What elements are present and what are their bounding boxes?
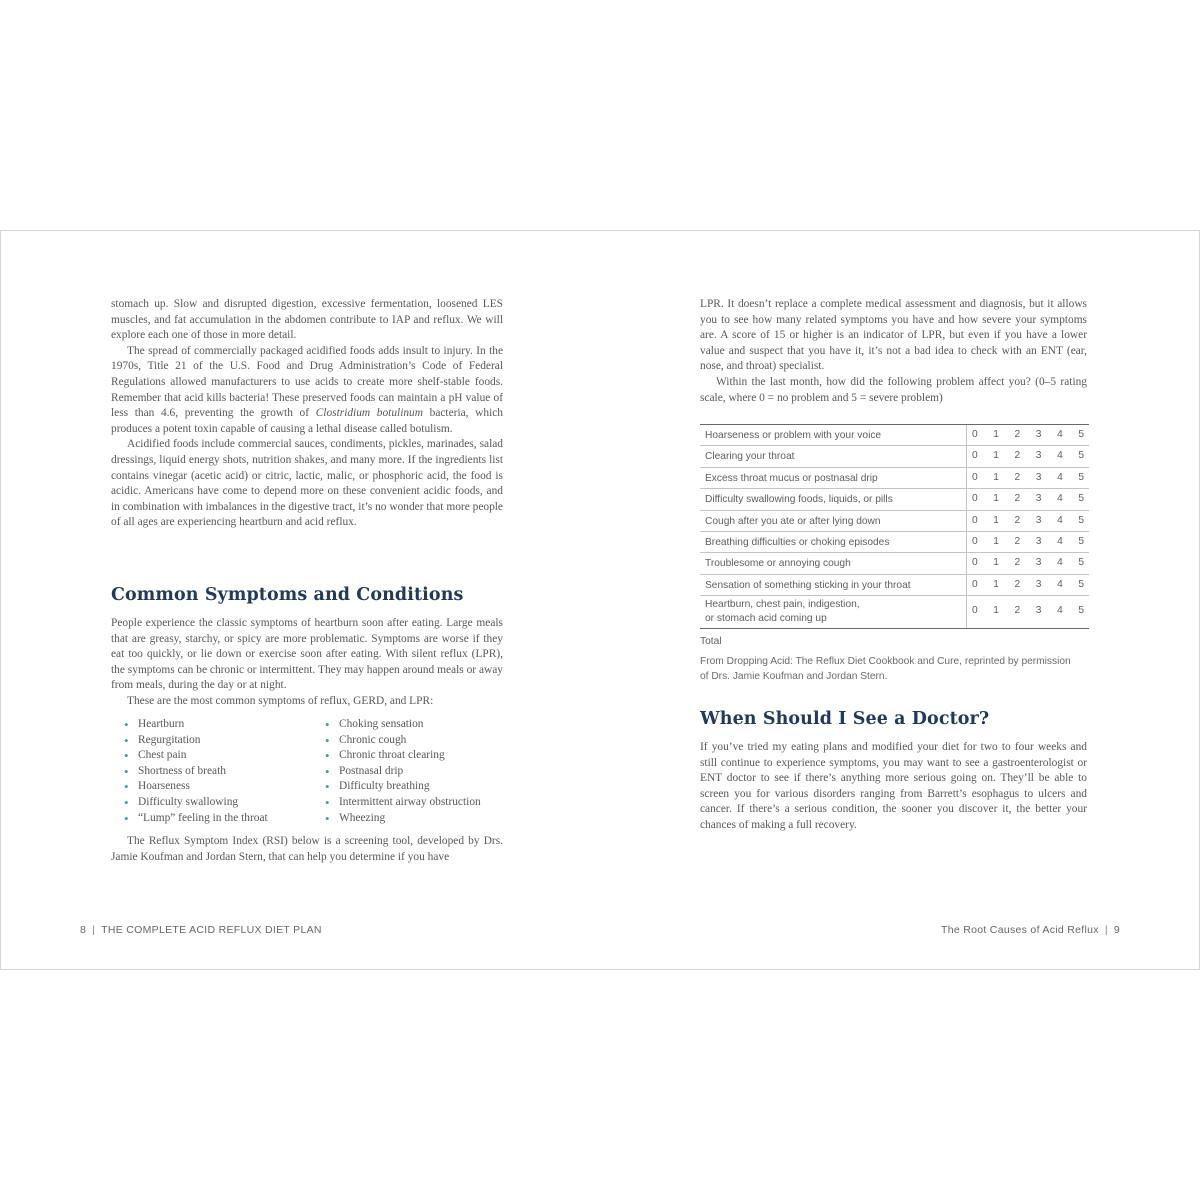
rating-value: 0 <box>972 557 978 569</box>
right-para-3: If you’ve tried my eating plans and modified your diet for two to four weeks and still continue to experience symptoms, you may want to see a gastroenterologist or ENT doctor to see if there’s anything more serious going on. They’ll be able to screen you for various disorders ranging from Barrett’s esophagus to ulcers and cancer. If there’s a serious condition, the sooner you discover it, the better your chances of making a full recovery. <box>700 741 1087 831</box>
rating-value: 4 <box>1057 578 1063 590</box>
rating-value: 1 <box>993 557 999 569</box>
table-row <box>700 532 1089 553</box>
rating-value: 1 <box>993 535 999 547</box>
rating-value: 3 <box>1035 471 1042 483</box>
rating-value: 4 <box>1057 450 1063 462</box>
left-para-2-a: The spread of commercially packaged acidified foods adds insult to injury. In the 1970s, Title 21 of the U.S. Food and Drug Administration’s Code of Federal Regulations allowed manufacturers to use acids to create more shelf-stable foods. Remember that acid kills bacteria! These preserved foods can maintain a pH value of less than 4.6, preventing the growth of <box>111 344 503 420</box>
rating-value: 4 <box>1057 514 1063 526</box>
right-heading: When Should I See a Doctor? <box>700 709 990 729</box>
footer-separator: | <box>1104 924 1108 936</box>
rating-scale <box>968 515 1088 526</box>
rating-value: 2 <box>1014 514 1021 526</box>
rsi-item-label: Excess throat mucus or postnasal drip <box>705 472 878 484</box>
rating-scale <box>968 605 1088 616</box>
rating-scale <box>968 493 1088 504</box>
left-footer <box>80 924 322 936</box>
rating-scale <box>968 472 1088 483</box>
right-running-head: The Root Causes of Acid Reflux <box>941 924 1099 936</box>
rating-value: 1 <box>993 471 999 483</box>
table-row <box>700 511 1089 532</box>
rating-value: 2 <box>1014 578 1021 590</box>
table-row <box>700 425 1089 446</box>
rating-value: 0 <box>972 578 978 590</box>
rating-value: 1 <box>993 493 999 505</box>
table-divider <box>966 425 967 445</box>
left-para-6: The Reflux Symptom Index (RSI) below is a screening tool, developed by Drs. Jamie Koufman and Jordan Stern, that can help you determine if you have <box>111 835 503 863</box>
rsi-item-label: Troublesome or annoying cough <box>705 558 851 570</box>
left-para-2-b: bacteria, which produces a potent toxin capable of causing a lethal disease called botulism. <box>111 407 504 435</box>
left-heading: Common Symptoms and Conditions <box>111 585 464 605</box>
rating-value: 3 <box>1035 578 1042 590</box>
rating-value: 1 <box>993 429 999 440</box>
rsi-item-label: Cough after you ate or after lying down <box>705 515 881 527</box>
symptom-item: • Shortness of breath <box>124 764 268 780</box>
left-body-mid <box>111 616 503 710</box>
table-divider <box>966 575 967 595</box>
rating-value: 5 <box>1078 557 1084 569</box>
rating-value: 0 <box>972 605 978 617</box>
symptom-item: • Difficulty breathing <box>325 779 481 795</box>
table-row <box>700 596 1089 629</box>
rating-value: 1 <box>993 450 999 462</box>
rating-value: 0 <box>972 535 978 547</box>
symptom-item: • Difficulty swallowing <box>124 795 268 811</box>
rating-value: 0 <box>972 471 978 483</box>
book-spread <box>0 230 1200 970</box>
rsi-table <box>700 424 1089 629</box>
rating-value: 0 <box>972 514 978 526</box>
left-para-1: stomach up. Slow and disrupted digestion, excessive fermentation, loosened LES muscles, and fat accumulation in the abdomen contribute to IAP and reflux. We will explore each one of those in more detail. <box>111 298 503 342</box>
rating-value: 3 <box>1035 429 1042 440</box>
rating-value: 5 <box>1078 493 1084 505</box>
rsi-item-label <box>705 598 945 626</box>
rating-value: 4 <box>1057 471 1063 483</box>
table-divider <box>966 532 967 552</box>
rsi-total-label: Total <box>700 636 722 647</box>
rating-value: 4 <box>1057 493 1063 505</box>
left-para-4: People experience the classic symptoms of heartburn soon after eating. Large meals that are greasy, starchy, or spicy are more problematic. Symptoms are worse if they eat too quickly, or lie down or exercise soon after eating. With silent reflux (LPR), the symptoms can be chronic or intermittent. They may happen around meals or away from meals, during the day or at night. <box>111 617 503 692</box>
rsi-item-label: Difficulty swallowing foods, liquids, or pills <box>705 494 893 506</box>
symptom-item: • Choking sensation <box>325 717 481 733</box>
right-body-top <box>700 297 1087 406</box>
table-divider <box>966 446 967 466</box>
rating-value: 5 <box>1078 605 1084 617</box>
table-divider <box>966 596 967 628</box>
rating-scale <box>968 429 1088 440</box>
table-divider <box>966 489 967 509</box>
symptom-item: • “Lump” feeling in the throat <box>124 811 268 827</box>
rating-value: 4 <box>1057 605 1063 617</box>
rating-value: 2 <box>1014 450 1021 462</box>
rsi-item-label: Hoarseness or problem with your voice <box>705 430 882 441</box>
left-para-2-italic: Clostridium botulinum <box>315 407 423 420</box>
left-para-2 <box>111 344 503 438</box>
left-body-bottom <box>111 834 503 865</box>
left-running-head: THE COMPLETE ACID REFLUX DIET PLAN <box>101 924 322 936</box>
rating-value: 1 <box>993 605 999 617</box>
symptom-list-right <box>325 717 481 826</box>
table-row <box>700 553 1089 574</box>
symptom-item: • Wheezing <box>325 811 481 827</box>
table-divider <box>966 511 967 531</box>
rating-scale <box>968 579 1088 590</box>
symptom-item: • Chronic cough <box>325 733 481 749</box>
rating-value: 2 <box>1014 557 1021 569</box>
rating-value: 3 <box>1035 450 1042 462</box>
rating-value: 2 <box>1014 471 1021 483</box>
rating-scale <box>968 536 1088 547</box>
rating-value: 3 <box>1035 514 1042 526</box>
symptom-item: • Heartburn <box>124 717 268 733</box>
rating-value: 5 <box>1078 450 1084 462</box>
rating-scale <box>968 557 1088 568</box>
left-para-5: These are the most common symptoms of reflux, GERD, and LPR: <box>127 694 434 707</box>
rsi-item-label-line: or stomach acid coming up <box>705 613 827 625</box>
right-para-2: Within the last month, how did the following problem affect you? (0–5 rating scale, where 0 = no problem and 5 = severe problem) <box>700 375 1087 404</box>
rating-value: 1 <box>993 514 999 526</box>
rsi-item-label-line: Heartburn, chest pain, indigestion, <box>705 599 860 611</box>
rating-value: 0 <box>972 493 978 505</box>
symptom-item: • Regurgitation <box>124 733 268 749</box>
rating-value: 2 <box>1014 429 1021 440</box>
rating-value: 5 <box>1078 471 1084 483</box>
rating-value: 4 <box>1057 557 1063 569</box>
rsi-source-note: From Dropping Acid: The Reflux Diet Cookbook and Cure, reprinted by permission of Drs. Jamie Koufman and Jordan Stern. <box>700 656 1071 682</box>
table-row <box>700 468 1089 489</box>
table-divider <box>966 553 967 573</box>
symptom-list-left <box>124 717 268 826</box>
rsi-item-label: Sensation of something sticking in your throat <box>705 579 911 591</box>
symptom-item: • Chest pain <box>124 748 268 764</box>
symptom-item: • Hoarseness <box>124 779 268 795</box>
footer-separator: | <box>92 924 96 936</box>
rating-scale <box>968 450 1088 461</box>
rating-value: 4 <box>1057 535 1063 547</box>
rating-value: 0 <box>972 429 978 440</box>
rating-value: 5 <box>1078 578 1084 590</box>
right-page <box>600 231 1199 969</box>
left-body-top <box>111 297 503 531</box>
rating-value: 2 <box>1014 493 1021 505</box>
symptom-item: • Postnasal drip <box>325 764 481 780</box>
table-divider <box>966 468 967 488</box>
symptom-item: • Chronic throat clearing <box>325 748 481 764</box>
rsi-item-label: Clearing your throat <box>705 451 795 463</box>
rating-value: 5 <box>1078 514 1084 526</box>
rating-value: 5 <box>1078 535 1084 547</box>
rating-value: 3 <box>1035 557 1042 569</box>
left-page-number: 8 <box>80 924 87 936</box>
rating-value: 4 <box>1057 429 1063 440</box>
rating-value: 2 <box>1014 535 1021 547</box>
rating-value: 3 <box>1035 605 1042 617</box>
table-row <box>700 446 1089 467</box>
rating-value: 0 <box>972 450 978 462</box>
rating-value: 2 <box>1014 605 1021 617</box>
right-footer <box>941 924 1120 936</box>
rsi-item-label: Breathing difficulties or choking episodes <box>705 536 890 548</box>
right-para-1: LPR. It doesn’t replace a complete medical assessment and diagnosis, but it allows you to see how many related symptoms you have and how severe your symptoms are. A score of 15 or higher is an indicator of LPR, but even if you have a lower value and suspect that you have it, it’s not a bad idea to check with an ENT (ear, nose, and throat) specialist. <box>700 298 1087 373</box>
rating-value: 5 <box>1078 429 1084 440</box>
left-para-3: Acidified foods include commercial sauces, condiments, pickles, marinades, salad dressings, liquid energy shots, nutrition shakes, and many more. If the ingredients list contains vinegar (acetic acid) or citric, lactic, malic, or phosphoric acid, the food is acidic. Americans have come to depend more on these convenient acidic foods, and in combination with imbalances in the digestive tract, it’s no wonder that more people of all ages are experiencing heartburn and acid reflux. <box>111 438 503 529</box>
table-row <box>700 489 1089 510</box>
symptom-item: • Intermittent airway obstruction <box>325 795 481 811</box>
rating-value: 3 <box>1035 493 1042 505</box>
rating-value: 3 <box>1035 535 1042 547</box>
left-page <box>1 231 600 969</box>
rating-value: 1 <box>993 578 999 590</box>
right-page-number: 9 <box>1113 924 1120 936</box>
right-body-bottom <box>700 740 1087 834</box>
table-row <box>700 575 1089 596</box>
